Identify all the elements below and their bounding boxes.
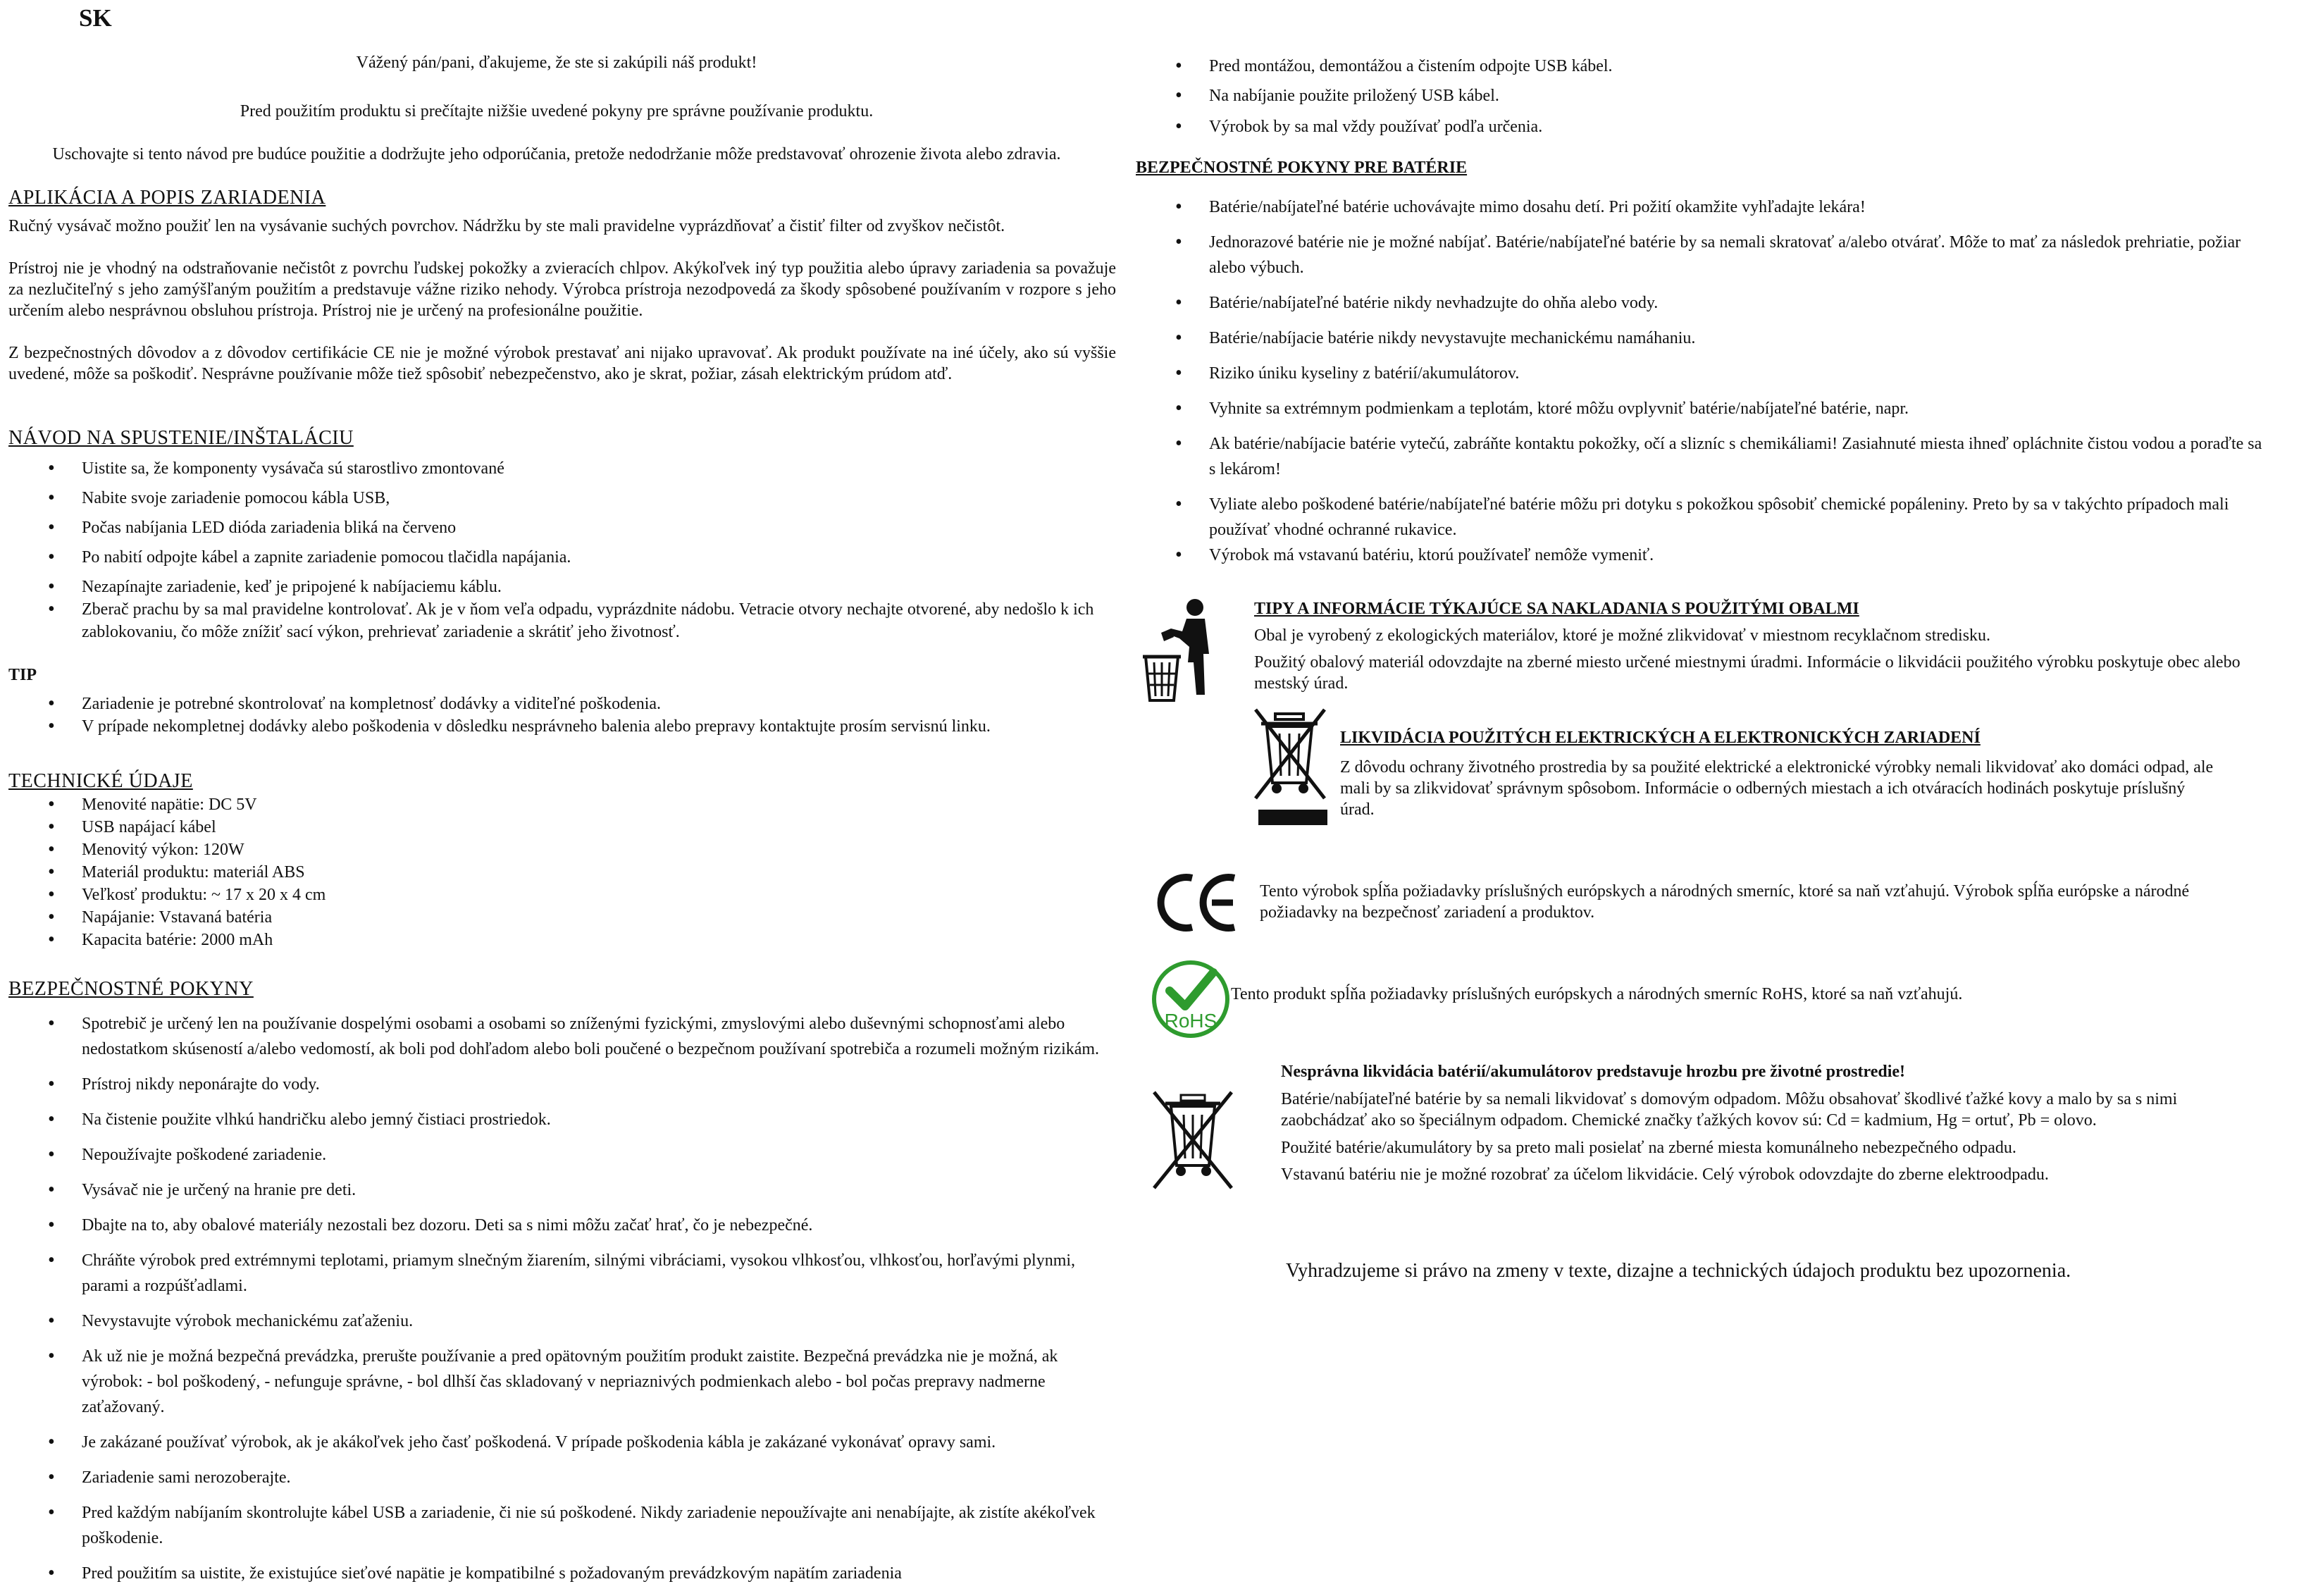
list-item: • Uistite sa, že komponenty vysávača sú starostlivo zmontované bbox=[8, 457, 1116, 480]
crossed-bin-icon bbox=[1254, 708, 1332, 828]
list-item: • Spotrebič je určený len na používanie dospelými osobami a osobami so zníženými fyzickými, zmyslovými alebo duševnými schopnosťami alebo nedostatkom skúseností a/alebo vedomostí, ak boli pod dohľadom alebo boli poučené o bezpečnom používaní spotrebiča a rozumeli možným rizikám. bbox=[8, 1011, 1116, 1062]
list-item: • Veľkosť produktu: ~ 17 x 20 x 4 cm bbox=[8, 884, 1116, 906]
ce-mark-icon bbox=[1155, 871, 1240, 934]
list-item: • Napájanie: Vstavaná batéria bbox=[8, 906, 1116, 929]
packaging-p2: Použitý obalový materiál odovzdajte na zberné miesto určené miestnymi úradmi. Informácie o likvidácii použitého výrobku poskytuje obec alebo mestský úrad. bbox=[1254, 653, 2241, 693]
list-item: • Nezapínajte zariadenie, keď je pripojené k nabíjaciemu káblu. bbox=[8, 576, 1116, 598]
battery-disposal-heading: Nesprávna likvidácia batérií/akumulátorov predstavuje hrozbu pre životné prostredie! bbox=[1281, 1063, 1906, 1081]
keep-manual: Uschovajte si tento návod pre budúce použitie a dodržujte jeho odporúčania, pretože nedodržanie môže predstavovať ohrozenie života alebo zdravia. bbox=[52, 145, 1061, 163]
list-item: • Kapacita batérie: 2000 mAh bbox=[8, 929, 1116, 951]
list-item: • Pred každým nabíjaním skontrolujte kábel USB a zariadenie, či nie sú poškodené. Nikdy zariadenie nepoužívajte ani nenabíjajte, ak zistíte akékoľvek poškodenie. bbox=[8, 1500, 1116, 1551]
application-p3: Z bezpečnostných dôvodov a z dôvodov certifikácie CE nie je možné výrobok prestavať ani nijako upravovať. Ak produkt používate na iné účely, ako sú vyššie uvedené, môže sa poškodiť. Nesprávne používanie môže tiež spôsobiť nebezpečenstvo, ako je skrat, požiar, zásah elektrickým prúdom atď. bbox=[8, 344, 1116, 383]
list-item: • Výrobok má vstavanú batériu, ktorú používateľ nemôže vymeniť. bbox=[1136, 543, 2263, 568]
list-item: • Nevystavujte výrobok mechanickému zaťaženiu. bbox=[8, 1309, 1116, 1334]
weee-text: Z dôvodu ochrany životného prostredia by sa použité elektrické a elektronické výrobky nemali likvidovať ako domáci odpad, ale mali by sa zlikvidovať správnym spôsobom. Informácie o odberných miestach a ich otváracích hodinách poskytuje príslušný úrad. bbox=[1340, 758, 2214, 819]
safety-continued-list bbox=[1136, 55, 2263, 138]
rohs-icon bbox=[1148, 957, 1233, 1041]
greeting: Vážený pán/pani, ďakujeme, že ste si zakúpili náš produkt! bbox=[356, 54, 757, 72]
application-p2: Prístroj nie je vhodný na odstraňovanie nečistôt z povrchu ľudskej pokožky a zvieracích chlpov. Akýkoľvek iný typ použitia alebo úpravy zariadenia sa považuje za nezlučiteľný s jeho zamýšľaným použitím a predstavuje vážne riziko nehody. Výrobca prístroja nezodpovedá za škody spôsobené používaním v rozpore s jeho určením alebo nesprávnou obsluhou prístroja. Prístroj nie je určený na profesionálne použitie. bbox=[8, 259, 1116, 320]
battery-disposal-p1: Batérie/nabíjateľné batérie by sa nemali likvidovať s domovým odpadom. Môžu obsahovať škodlivé ťažké kovy a malo by sa s nimi zaobchádzať ako so špeciálnym odpadom. Chemické značky ťažkých kovov sú: Cd = kadmium, Hg = ortuť, Pb = olovo. bbox=[1281, 1090, 2178, 1130]
list-item: • Pred montážou, demontážou a čistením odpojte USB kábel. bbox=[1136, 55, 2263, 78]
list-item: • V prípade nekompletnej dodávky alebo poškodenia v dôsledku nesprávneho balenia alebo prepravy kontaktujte prosím servisnú linku. bbox=[8, 715, 1116, 738]
safety-heading: BEZPEČNOSTNÉ POKYNY bbox=[8, 978, 254, 1000]
list-item: • Nepoužívajte poškodené zariadenie. bbox=[8, 1142, 1116, 1168]
application-heading: APLIKÁCIA A POPIS ZARIADENIA bbox=[8, 187, 326, 209]
list-item: • Vyliate alebo poškodené batérie/nabíjateľné batérie môžu pri dotyku s pokožkou spôsobiť chemické popáleniny. Preto by sa v takýchto prípadoch mali používať vhodné ochranné rukavice. bbox=[1136, 492, 2263, 543]
footer-note: Vyhradzujeme si právo na zmeny v texte, dizajne a technických údajoch produktu bez upozornenia. bbox=[1286, 1260, 2071, 1282]
battery-list bbox=[1136, 194, 2263, 578]
list-item: • Batérie/nabíjateľné batérie uchovávajte mimo dosahu detí. Pri požití okamžite vyhľadajte lekára! bbox=[1136, 194, 2263, 220]
startup-list bbox=[8, 457, 1116, 650]
packaging-p1: Obal je vyrobený z ekologických materiálov, ktoré je možné zlikvidovať v miestnom recyklačnom stredisku. bbox=[1254, 626, 1991, 645]
list-item: • Vyhnite sa extrémnym podmienkam a teplotám, ktoré môžu ovplyvniť batérie/nabíjateľné batérie, napr. bbox=[1136, 396, 2263, 421]
ce-text: Tento výrobok spĺňa požiadavky príslušných európskych a národných smerníc, ktoré sa naň vzťahujú. Výrobok spĺňa európske a národné požiadavky na bezpečnosť zariadení a produktov. bbox=[1260, 882, 2190, 922]
list-item: • Na nabíjanie použite priložený USB kábel. bbox=[1136, 85, 2263, 107]
startup-heading: NÁVOD NA SPUSTENIE/INŠTALÁCIU bbox=[8, 427, 354, 449]
battery-heading: BEZPEČNOSTNÉ POKYNY PRE BATÉRIE bbox=[1136, 159, 1468, 177]
list-item: • Jednorazové batérie nie je možné nabíjať. Batérie/nabíjateľné batérie by sa nemali skratovať a/alebo otvárať. Môže to mať za následok prehriatie, požiar alebo výbuch. bbox=[1136, 230, 2263, 280]
list-item: • Je zakázané používať výrobok, ak je akákoľvek jeho časť poškodená. V prípade poškodenia kábla je zakázané vykonávať opravy sami. bbox=[8, 1430, 1116, 1455]
list-item: • Zariadenie je potrebné skontrolovať na kompletnosť dodávky a viditeľné poškodenia. bbox=[8, 693, 1116, 715]
rohs-text: Tento produkt spĺňa požiadavky príslušných európskych a národných smerníc RoHS, ktoré sa naň vzťahujú. bbox=[1231, 985, 1963, 1003]
tidyman-icon bbox=[1140, 598, 1225, 703]
battery-disposal-p3: Vstavanú batériu nie je možné rozobrať za účelom likvidácie. Celý výrobok odovzdajte do zberne elektroodpadu. bbox=[1281, 1165, 2049, 1184]
list-item: • Počas nabíjania LED dióda zariadenia bliká na červeno bbox=[8, 516, 1116, 539]
list-item: • Ak batérie/nabíjacie batérie vytečú, zabráňte kontaktu pokožky, očí a slizníc s chemikáliami! Zasiahnuté miesta ihneď opláchnite čistou vodou a poraďte sa s lekárom! bbox=[1136, 431, 2263, 482]
list-item: • Zberač prachu by sa mal pravidelne kontrolovať. Ak je v ňom veľa odpadu, vyprázdnite nádobu. Vetracie otvory nechajte otvorené, aby nedošlo k ich zablokovaniu, čo môže znížiť sací výkon, prehrievať zariadenie a skrátiť jeho životnosť. bbox=[8, 598, 1116, 643]
list-item: • Chráňte výrobok pred extrémnymi teplotami, priamym slnečným žiarením, silnými vibráciami, vysokou vlhkosťou, vlhkosťou, horľavými plynmi, parami a rozpúšťadlami. bbox=[8, 1248, 1116, 1299]
battery-crossed-bin-icon bbox=[1140, 1087, 1246, 1192]
language-code: SK bbox=[79, 4, 112, 32]
list-item: • Pred použitím sa uistite, že existujúce sieťové napätie je kompatibilné s požadovaným prevádzkovým napätím zariadenia bbox=[8, 1561, 1116, 1586]
list-item: • Batérie/nabíjateľné batérie nikdy nevhadzujte do ohňa alebo vody. bbox=[1136, 290, 2263, 316]
list-item: • Výrobok by sa mal vždy používať podľa určenia. bbox=[1136, 116, 2263, 138]
packaging-heading: TIPY A INFORMÁCIE TÝKAJÚCE SA NAKLADANIA S POUŽITÝMI OBALMI bbox=[1254, 600, 1859, 618]
list-item: • Po nabití odpojte kábel a zapnite zariadenie pomocou tlačidla napájania. bbox=[8, 546, 1116, 569]
tip-list bbox=[8, 693, 1116, 738]
list-item: • Batérie/nabíjacie batérie nikdy nevystavujte mechanickému namáhaniu. bbox=[1136, 326, 2263, 351]
rohs-label: RoHS bbox=[1164, 1010, 1217, 1032]
application-p1: Ručný vysávač možno použiť len na vysávanie suchých povrchov. Nádržku by ste mali pravidelne vyprázdňovať a čistiť filter od zvyškov nečistôt. bbox=[8, 217, 1005, 235]
list-item: • USB napájací kábel bbox=[8, 816, 1116, 839]
list-item: • Zariadenie sami nerozoberajte. bbox=[8, 1465, 1116, 1490]
battery-disposal-p2: Použité batérie/akumulátory by sa preto mali posielať na zberné miesta komunálneho nebezpečného odpadu. bbox=[1281, 1139, 2016, 1157]
list-item: • Na čistenie použite vlhkú handričku alebo jemný čistiaci prostriedok. bbox=[8, 1107, 1116, 1132]
list-item: • Nabite svoje zariadenie pomocou kábla USB, bbox=[8, 487, 1116, 509]
weee-heading: LIKVIDÁCIA POUŽITÝCH ELEKTRICKÝCH A ELEKTRONICKÝCH ZARIADENÍ bbox=[1340, 729, 1981, 747]
list-item: • Prístroj nikdy neponárajte do vody. bbox=[8, 1072, 1116, 1097]
list-item: • Menovitý výkon: 120W bbox=[8, 839, 1116, 861]
technical-list bbox=[8, 793, 1116, 951]
safety-list bbox=[8, 1011, 1116, 1596]
tip-heading: TIP bbox=[8, 666, 37, 684]
list-item: • Riziko úniku kyseliny z batérií/akumulátorov. bbox=[1136, 361, 2263, 386]
list-item: • Ak už nie je možná bezpečná prevádzka, prerušte používanie a pred opätovným použitím produkt zaistite. Bezpečná prevádzka nie je možná, ak výrobok: - bol poškodený, - nefunguje správne, - bol dlhší čas skladovaný v nepriaznivých podmienkach alebo - bol počas prepravy nadmerne zaťažovaný. bbox=[8, 1344, 1116, 1420]
list-item: • Dbajte na to, aby obalové materiály nezostali bez dozoru. Deti sa s nimi môžu začať hrať, čo je nebezpečné. bbox=[8, 1213, 1116, 1238]
list-item: • Materiál produktu: materiál ABS bbox=[8, 861, 1116, 884]
list-item: • Menovité napätie: DC 5V bbox=[8, 793, 1116, 816]
technical-heading: TECHNICKÉ ÚDAJE bbox=[8, 770, 193, 792]
list-item: • Vysávač nie je určený na hranie pre deti. bbox=[8, 1177, 1116, 1203]
read-instructions: Pred použitím produktu si prečítajte nižšie uvedené pokyny pre správne používanie produktu. bbox=[240, 102, 874, 120]
